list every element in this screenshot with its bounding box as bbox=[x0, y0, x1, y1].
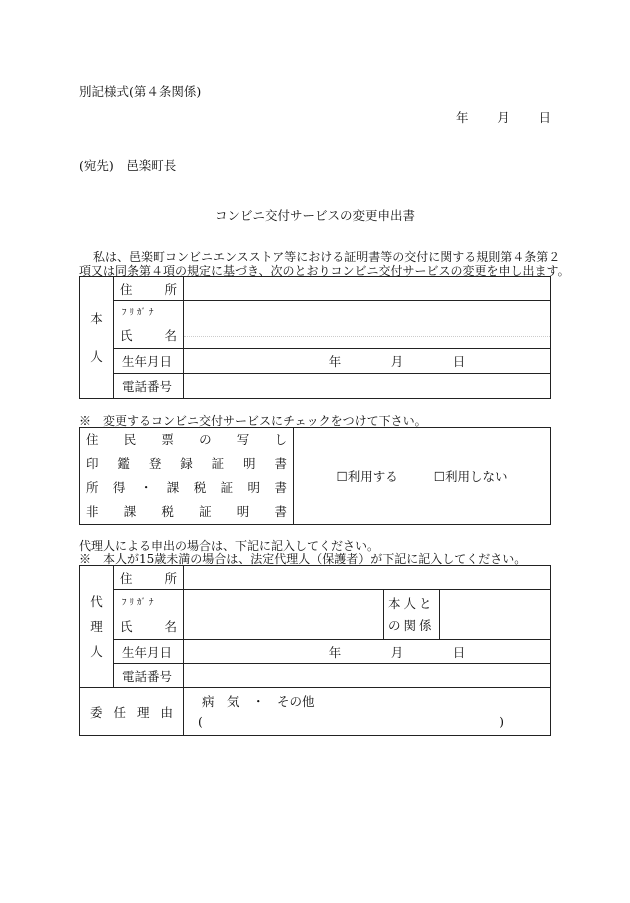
birth-label: 生年月日 bbox=[114, 349, 184, 374]
proxy-birth-label: 生年月日 bbox=[114, 640, 184, 664]
check-note: ※ 変更するコンビニ交付サービスにチェックをつけて下さい。 bbox=[79, 414, 427, 428]
applicant-label-1: 本 bbox=[90, 310, 103, 326]
relation-label: 本人と の関係 bbox=[384, 590, 440, 640]
proxy-note-2: ※ 本人が15歳未満の場合は、法定代理人（保護者）が下記に記入してください。 bbox=[79, 552, 527, 566]
name-label: 氏 名 bbox=[120, 328, 177, 343]
date-day-label: 日 bbox=[538, 110, 551, 125]
intro-line-1: 私は、邑楽町コンビニエンスストア等における証明書等の交付に関する規則第４条第２ bbox=[93, 250, 561, 264]
proxy-address-label: 住 所 bbox=[120, 570, 177, 586]
applicant-table bbox=[79, 276, 551, 399]
proxy-name-field[interactable] bbox=[184, 590, 384, 640]
form-title: コンビニ交付サービスの変更申出書 bbox=[214, 208, 415, 223]
reason-options: 病 気 ・ その他 bbox=[202, 693, 315, 709]
service-inkan: 印 鑑 登 録 証 明 書 bbox=[86, 456, 287, 471]
applicant-label-2: 人 bbox=[90, 348, 103, 364]
services-list bbox=[80, 428, 294, 525]
service-options bbox=[294, 428, 551, 525]
date-line bbox=[456, 108, 551, 126]
date-year-label: 年 bbox=[456, 110, 469, 125]
reason-field[interactable] bbox=[184, 688, 551, 736]
proxy-label-3: 人 bbox=[90, 644, 103, 659]
proxy-table bbox=[79, 565, 551, 736]
proxy-label-1: 代 bbox=[90, 594, 103, 609]
service-hikazei: 非 課 税 証 明 書 bbox=[86, 504, 287, 519]
address-field[interactable] bbox=[184, 277, 551, 301]
services-table bbox=[79, 427, 551, 525]
applicant-group-label bbox=[80, 277, 114, 399]
service-juminhyo: 住 民 票 の 写 し bbox=[86, 432, 287, 447]
addressee: (宛先) 邑楽町長 bbox=[79, 158, 177, 173]
relation-field[interactable] bbox=[440, 590, 551, 640]
service-shotoku: 所 得 ・ 課 税 証 明 書 bbox=[86, 480, 287, 495]
phone-label: 電話番号 bbox=[114, 374, 184, 399]
proxy-label-2: 理 bbox=[90, 619, 103, 634]
furigana-label: ﾌﾘｶﾞﾅ bbox=[122, 308, 157, 318]
name-field[interactable] bbox=[184, 301, 551, 349]
form-id: 別記様式(第４条関係) bbox=[79, 84, 202, 99]
proxy-group-label bbox=[80, 566, 114, 688]
intro-line-2: 項又は同条第４項の規定に基づき、次のとおりコンビニ交付サービスの変更を申し出ます。 bbox=[79, 264, 570, 278]
reason-other-parens: ( ) bbox=[198, 713, 504, 729]
birth-field[interactable]: 年 月 日 bbox=[184, 349, 551, 374]
proxy-phone-label: 電話番号 bbox=[114, 664, 184, 688]
use-checkbox[interactable]: ☐利用する bbox=[336, 469, 398, 484]
proxy-note-1: 代理人による申出の場合は、下記に記入してください。 bbox=[79, 539, 380, 553]
not-use-checkbox[interactable]: ☐利用しない bbox=[433, 469, 508, 484]
address-label: 住 所 bbox=[120, 281, 177, 297]
proxy-phone-field[interactable] bbox=[184, 664, 551, 688]
proxy-name-label: 氏 名 bbox=[120, 618, 177, 634]
proxy-furigana-label: ﾌﾘｶﾞﾅ bbox=[122, 597, 157, 608]
date-month-label: 月 bbox=[497, 110, 510, 125]
proxy-address-field[interactable] bbox=[184, 566, 551, 590]
reason-label: 委 任 理 由 bbox=[80, 688, 184, 736]
proxy-birth-field[interactable]: 年 月 日 bbox=[184, 640, 551, 664]
phone-field[interactable] bbox=[184, 374, 551, 399]
